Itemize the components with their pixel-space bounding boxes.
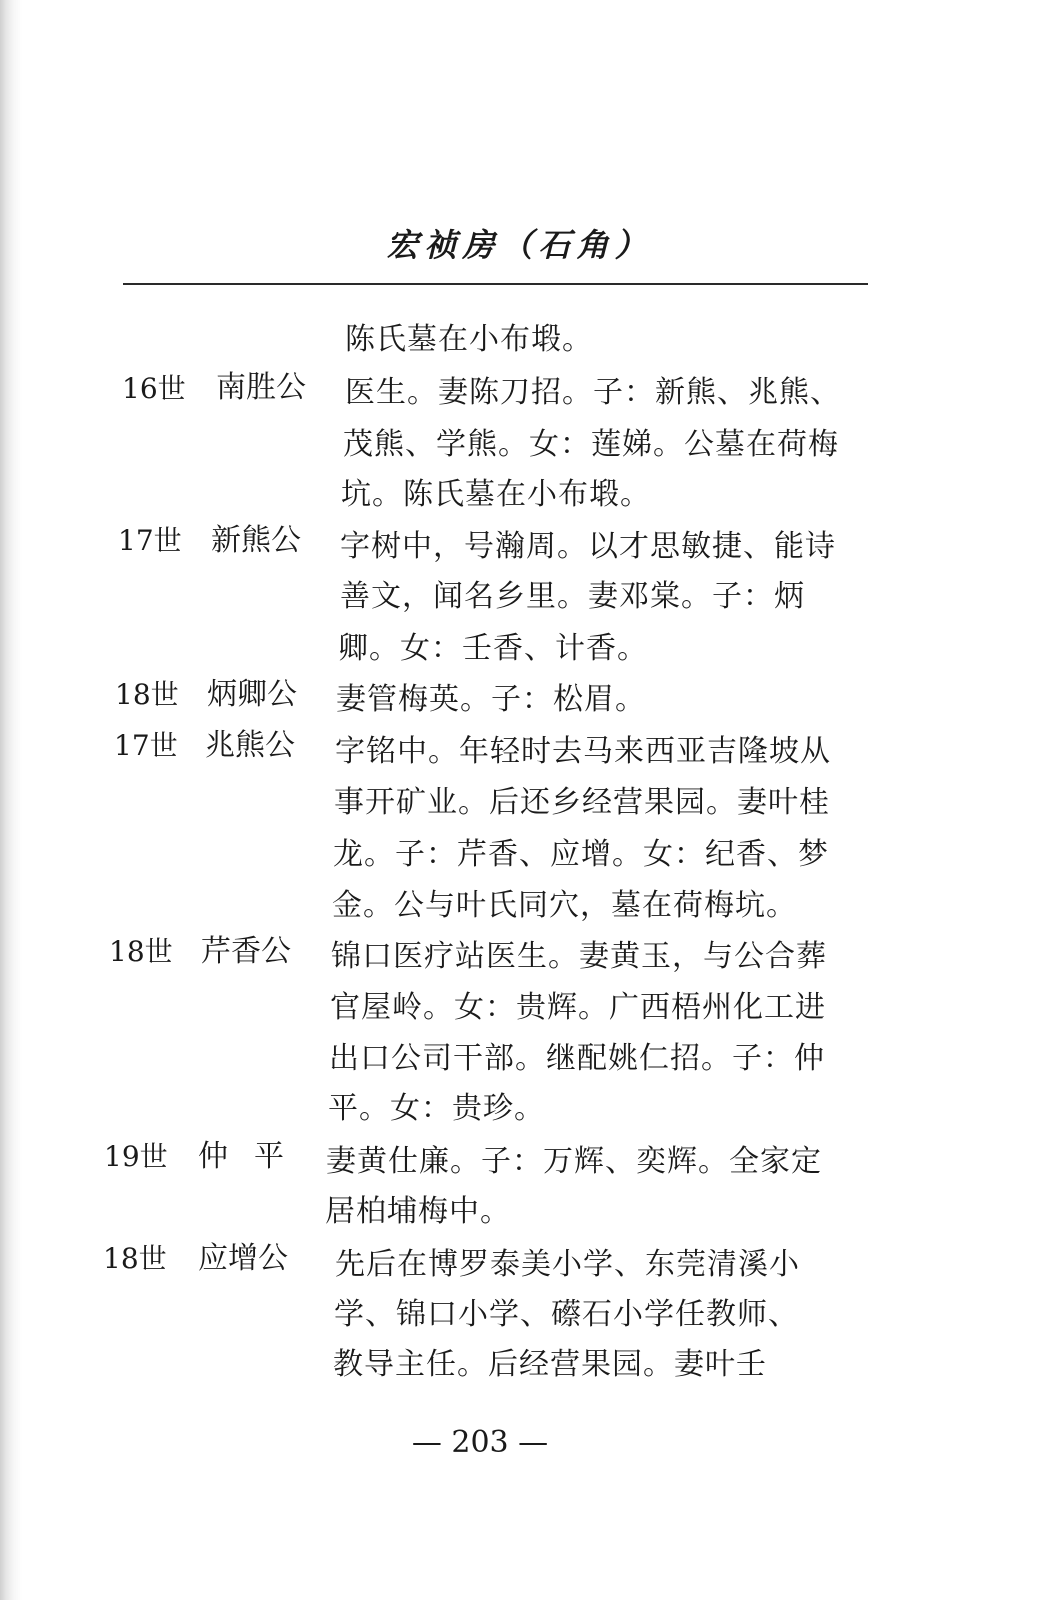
generation-label: 18世 xyxy=(103,1242,167,1275)
entry-text-line: 妻管梅英。子：松眉。 xyxy=(336,682,646,717)
entry-text-line: 龙。子：芹香、应增。女：纪香、梦 xyxy=(333,837,829,872)
entry-text-line: 居柏埔梅中。 xyxy=(325,1194,511,1229)
entry-text-line: 善文，闻名乡里。妻邓棠。子：炳 xyxy=(340,579,805,614)
entry-text-line: 茂熊、学熊。女：莲娣。公墓在荷梅 xyxy=(343,427,839,462)
generation-label: 19世 xyxy=(104,1140,168,1173)
continuation-line: 陈氏墓在小布塅。 xyxy=(345,322,593,357)
generation-label: 17世 xyxy=(114,729,178,762)
running-head: 宏祯房（石角） xyxy=(386,226,653,264)
entry-text-line: 先后在博罗泰美小学、东莞清溪小 xyxy=(335,1247,800,1282)
entry-text-line: 字铭中。年轻时去马来西亚吉隆坡从 xyxy=(335,734,831,769)
generation-label: 17世 xyxy=(118,524,182,557)
person-name: 炳卿公 xyxy=(207,677,297,712)
page-number: — 203 — xyxy=(411,1425,549,1460)
entry-text-line: 卿。女：壬香、计香。 xyxy=(338,631,648,666)
entry-text-line: 锦口医疗站医生。妻黄玉，与公合葬 xyxy=(331,939,827,974)
generation-label: 16世 xyxy=(122,372,186,405)
entry-text-line: 医生。妻陈刀招。子：新熊、兆熊、 xyxy=(345,375,841,410)
entry-text-line: 字树中，号瀚周。以才思敏捷、能诗 xyxy=(340,529,836,564)
entry-text-line: 出口公司干部。继配姚仁招。子：仲 xyxy=(329,1041,825,1076)
person-name: 芹香公 xyxy=(201,934,291,969)
header-rule xyxy=(123,283,868,285)
entry-text-line: 事开矿业。后还乡经营果园。妻叶桂 xyxy=(334,785,830,820)
entry-text-line: 坑。陈氏墓在小布塅。 xyxy=(341,477,651,512)
generation-label: 18世 xyxy=(109,935,173,968)
entry-text-line: 官屋岭。女：贵辉。广西梧州化工进 xyxy=(330,990,826,1025)
person-name: 兆熊公 xyxy=(205,728,295,763)
entry-text-line: 平。女：贵珍。 xyxy=(328,1091,545,1126)
person-name: 新熊公 xyxy=(211,523,301,558)
entry-text-line: 妻黄仕廉。子：万辉、奕辉。全家定 xyxy=(326,1144,822,1179)
entry-text-line: 金。公与叶氏同穴，墓在荷梅坑。 xyxy=(332,888,797,923)
entry-text-line: 教导主任。后经营果园。妻叶壬 xyxy=(333,1347,767,1382)
person-name: 应增公 xyxy=(198,1241,288,1276)
person-name: 南胜公 xyxy=(216,370,306,405)
entry-text-line: 学、锦口小学、礤石小学任教师、 xyxy=(334,1297,799,1332)
generation-label: 18世 xyxy=(115,678,179,711)
person-name: 仲平 xyxy=(198,1139,310,1174)
